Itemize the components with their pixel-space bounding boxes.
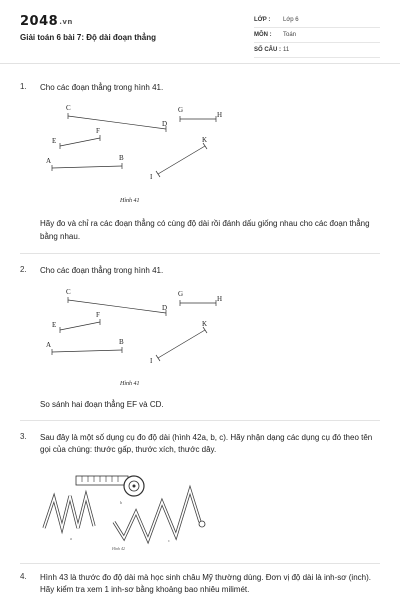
logo-text: 2048: [20, 14, 59, 29]
point-label: G: [178, 290, 184, 298]
question-2-task: So sánh hai đoạn thẳng EF và CD.: [40, 400, 164, 409]
question-text: Cho các đoạn thẳng trong hình 41.: [40, 83, 164, 92]
point-label: F: [96, 311, 100, 319]
segment-cd: [68, 116, 166, 129]
meta-value: Lớp 6: [283, 17, 299, 23]
meta-row-subject: [254, 31, 380, 43]
question-text: Cho các đoạn thẳng trong hình 41.: [40, 266, 164, 275]
point-label: A: [46, 157, 52, 165]
page-header: [0, 0, 400, 64]
divider: [20, 563, 380, 564]
point-label: B: [119, 154, 124, 162]
figure-caption: Hình 41: [120, 381, 140, 387]
point-label: D: [162, 304, 168, 312]
point-label: K: [202, 136, 208, 144]
segment-ab: [52, 350, 122, 352]
segment-ab: [52, 166, 122, 168]
point-label: I: [150, 173, 153, 181]
point-label: G: [178, 106, 184, 114]
point-label: F: [96, 127, 100, 135]
segment-ik: [158, 146, 205, 174]
point-label: C: [66, 288, 71, 296]
point-label: C: [66, 104, 71, 112]
meta-value: 11: [283, 47, 290, 53]
meta-key: MÔN :: [254, 32, 272, 38]
meta-value: Toán: [283, 32, 297, 38]
meta-key: SỐ CÂU :: [254, 47, 281, 53]
segment-ef: [60, 138, 100, 146]
point-label: I: [150, 357, 153, 365]
logo-suffix: .vn: [59, 18, 73, 26]
segment-ik: [158, 330, 205, 358]
question-number: 3.: [20, 432, 27, 441]
question-number: 1.: [20, 82, 27, 91]
figure-42-tools: [40, 466, 220, 556]
tick: [156, 171, 160, 177]
figure-caption: Hình 42: [112, 546, 125, 551]
question-number: 4.: [20, 572, 27, 581]
folding-ruler-drawing: [44, 496, 94, 528]
meta-row-class: [254, 16, 380, 28]
point-label: H: [217, 111, 223, 119]
meta-key: LỚP :: [254, 17, 271, 23]
question-1-task: Hãy đo và chỉ ra các đoạn thẳng có cùng độ dài rồi đánh dấu giống nhau cho các đoạn thẳng bằng nhau.: [40, 219, 370, 241]
segment-cd: [68, 300, 166, 313]
figure-sub-label: a: [70, 536, 72, 541]
figure-sub-label: c: [168, 538, 170, 543]
tick: [156, 355, 160, 361]
point-label: K: [202, 320, 208, 328]
point-label: D: [162, 120, 168, 128]
question-text: Hình 43 là thước đo độ dài mà học sinh châu Mỹ thường dùng. Đơn vị độ dài là inh-sơ (inch). Hãy kiểm tra xem 1 inh-sơ bằng khoảng bao nhiêu milimét.: [40, 573, 371, 594]
point-label: B: [119, 338, 124, 346]
point-label: H: [217, 295, 223, 303]
figure-caption: Hình 41: [120, 198, 140, 204]
point-label: E: [52, 321, 57, 329]
segment-ef: [60, 322, 100, 330]
point-label: E: [52, 137, 57, 145]
page-title: Giải toán 6 bài 7: Độ dài đoạn thẳng: [20, 33, 157, 42]
site-logo[interactable]: [20, 14, 73, 29]
question-text: Sau đây là một số dụng cụ đo độ dài (hình 42a, b, c). Hãy nhận dạng các dụng cụ đó theo tên gọi của chúng: thước gấp, thước xích, thước dây.: [40, 433, 373, 454]
meta-row-count: [254, 46, 380, 58]
figure-41-q2: [40, 284, 240, 392]
figure-41-q1: [40, 100, 240, 208]
chain-ruler-drawing: [114, 490, 205, 540]
figure-sub-label: b: [120, 500, 122, 505]
question-number: 2.: [20, 265, 27, 274]
point-label: A: [46, 341, 52, 349]
divider: [20, 420, 380, 421]
divider: [20, 253, 380, 254]
